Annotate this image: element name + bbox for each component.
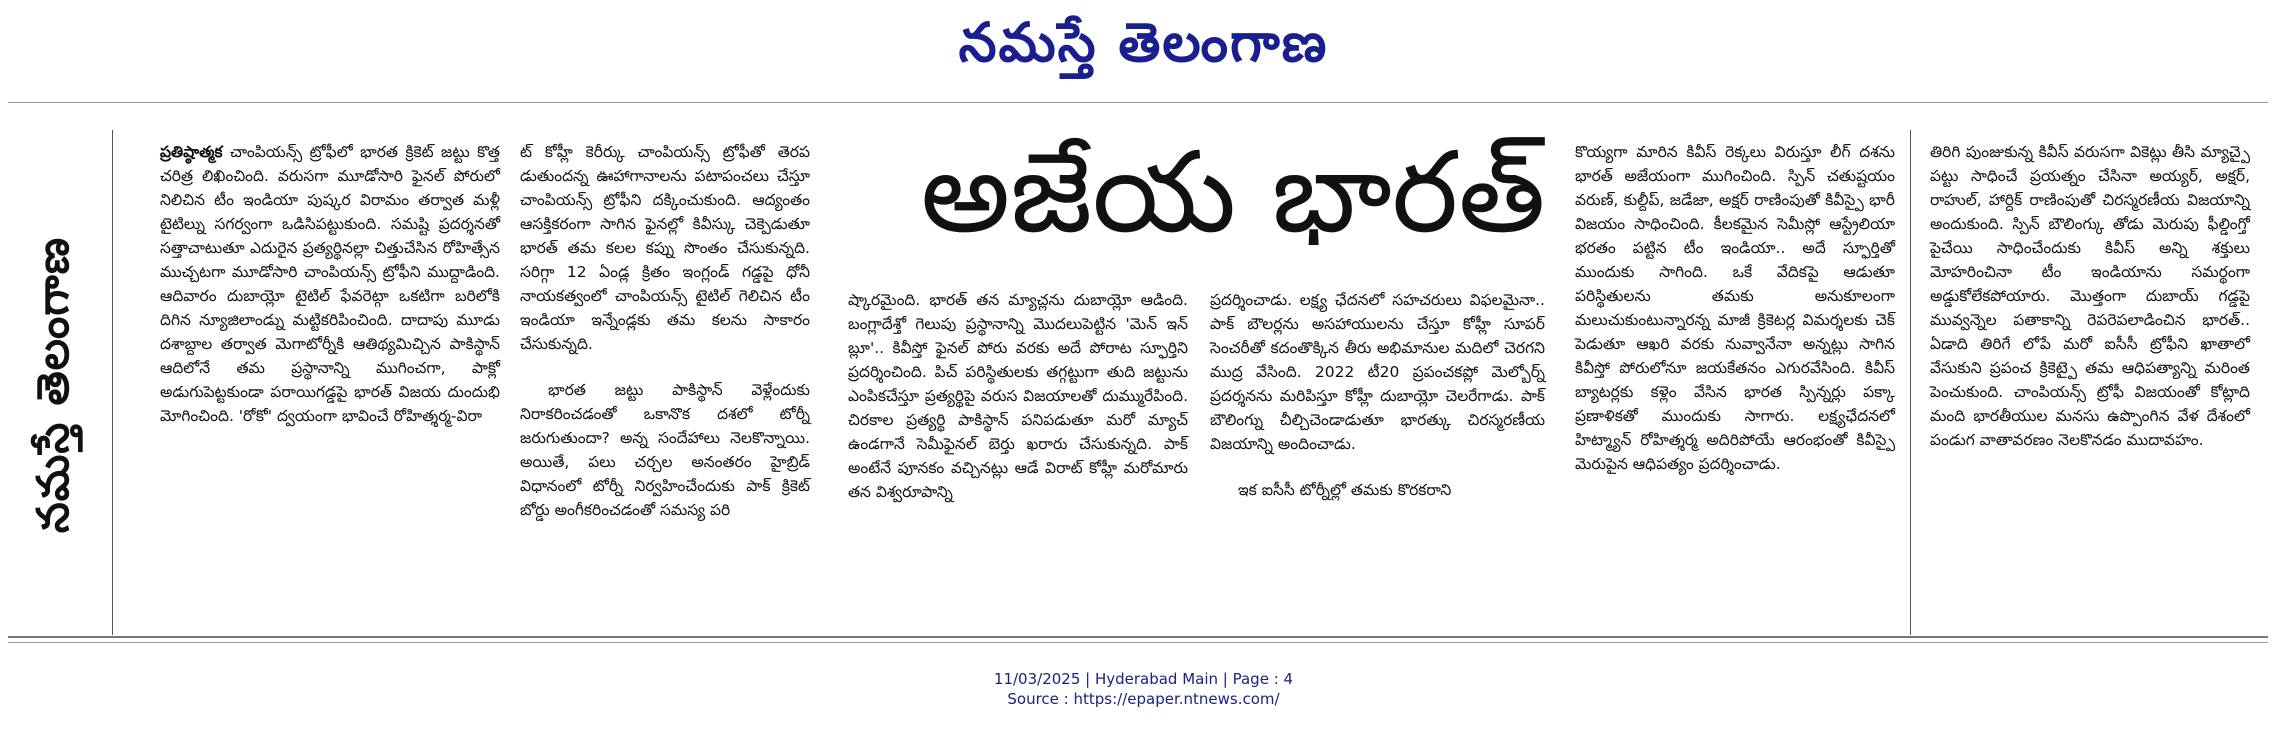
side-logo	[22, 130, 96, 640]
column-4-text-b: ఇక ఐసీసీ టోర్నీల్లో తమకు కొరకరాని	[1238, 481, 1452, 499]
top-divider	[8, 102, 2268, 103]
column-divider	[1910, 130, 1911, 635]
column-6-text: తిరిగి పుంజుకున్న కివీస్ వరుసగా వికెట్లు తీసి మ్యాచ్పై పట్టు సాధించే ప్రయత్నం చేసినా అయ్యర్, అక్షర్, రాహుల్, హార్దిక్ రాణింపుతో చిరస్మరణీయ విజయాన్ని అందుకుంది. స్పిన్ బౌలింగ్కు తోడు మెరుపు ఫీల్డింగ్తో పైచేయి సాధించేందుకు కివీస్ అన్ని శక్తులు మోహరించినా టీం ఇండియాను సమర్థంగా అడ్డుకోలేకపోయారు. మొత్తంగా దుబాయ్ గడ్డపై మువ్వన్నెల పతాకాన్ని రెపరెపలాడించిన భారత్.. ఏడాది తిరిగే లోపే మరో ఐసీసీ ట్రోఫీని ఖాతాలో వేసుకుని ప్రపంచ క్రికెట్పై తమ ఆధిపత్యాన్ని మరింత పెంచుకుంది. చాంపియన్స్ ట్రోఫీ విజయంతో కోట్లాది మంది భారతీయుల మనసు ఉప్పొంగిన వేళ దేశంలో పండుగ వాతావరణం నెలకొనడం ముదావహం.	[1930, 143, 2250, 449]
bottom-divider-thin	[8, 642, 2268, 643]
article-column-4	[1210, 288, 1545, 502]
column-4-text-a: ప్రదర్శించాడు. లక్ష్య ఛేదనలో సహచరులు విఫలమైనా.. పాక్ బౌలర్లను అసహాయులను చేస్తూ కోహ్లీ సూపర్ సెంచరీతో కదంతొక్కిన తీరు అభిమానుల మదిలో చెరగని ముద్ర వేసింది. 2022 టీ20 ప్రపంచకప్లో మెల్బోర్న్ ప్రదర్శనను మరిపిస్తూ కోహ్లీ దుబాయ్లో చెలరేగాడు. పాక్ బౌలింగ్ను చీల్చిచెండాడుతూ భారత్కు చిరస్మరణీయ విజయాన్ని అందించాడు.	[1210, 291, 1545, 453]
footer-source[interactable]: Source : https://epaper.ntnews.com/	[1007, 690, 1280, 708]
article-column-6	[1930, 140, 2250, 452]
column-3-text: ష్కారమైంది. భారత్ తన మ్యాచ్లను దుబాయ్లో ఆడింది. బంగ్లాదేశ్తో గెలుపు ప్రస్థానాన్ని మొదలుపెట్టిన 'మెన్ ఇన్ బ్లూ'.. కివీస్తో ఫైనల్ పోరు వరకు అదే పోరాట స్ఫూర్తిని ప్రదర్శించింది. పిచ్ పరిస్థితులకు తగ్గట్టుగా తుది జట్టును ఎంపికచేస్తూ ప్రత్యర్థిపై వరుస విజయాలతో దుమ్మురేపింది. చిరకాల ప్రత్యర్థి పాకిస్థాన్ పనిపడుతూ మరో మ్యాచ్ ఉండగానే సెమీఫైనల్ బెర్తు ఖరారు చేసుకున్నది. పాక్ అంటేనే పూనకం వచ్చినట్లు ఆడే విరాట్ కోహ్లీ మరోమారు తన విశ్వరూపాన్ని	[848, 291, 1188, 501]
article-headline: అజేయ భారత్	[920, 128, 1546, 258]
bottom-divider	[8, 636, 2268, 638]
side-logo-text: నమస్తే తెలంగాణ	[28, 236, 79, 534]
column-2-text-a: ట్ కోహ్లీ కెరీర్కు చాంపియన్స్ ట్రోఫీతో తెరప డుతుందన్న ఊహాగానాలను పటాపంచలు చేస్తూ చాంపియన్స్ ట్రోఫీని దక్కించుకుంది. ఆద్యంతం ఆసక్తికరంగా సాగిన ఫైనల్లో కివీస్కు చెక్పెడుతూ భారత్ తమ కలల కప్ను సొంతం చేసుకున్నది. సరిగ్గా 12 ఏండ్ల క్రితం ఇంగ్లండ్ గడ్డపై ధోనీ నాయకత్వంలో చాంపియన్స్ టైటిల్ గెలిచిన టీం ఇండియా ఇన్నేండ్లకు తమ కలను సాకారం చేసుకున్నది.	[520, 143, 810, 353]
article-column-3	[848, 288, 1188, 504]
column-2-text-b: భారత జట్టు పాకిస్థాన్ వెళ్లేందుకు నిరాకరించడంతో ఒకానొక దశలో టోర్నీ జరుగుతుందా? అన్న సందేహాలు నెలకొన్నాయి. అయితే, పలు చర్చల అనంతరం హైబ్రిడ్ విధానంలో టోర్నీ నిర్వహించేందుకు పాక్ క్రికెట్ బోర్డు అంగీకరించడంతో సమస్య పరి	[520, 381, 810, 519]
column-5-text: కొయ్యగా మారిన కివీస్ రెక్కలు విరుస్తూ లీగ్ దశను భారత్ అజేయంగా ముగించింది. స్పిన్ చతుష్టయం వరుణ్, కుల్దీప్, జడేజా, అక్షర్ రాణింపుతో కివీస్పై భారీ విజయం సాధించింది. కీలకమైన సెమీస్లో ఆస్ట్రేలియా భరతం పట్టిన టీం ఇండియా.. అదే స్ఫూర్తితో ముందుకు సాగింది. ఒకే వేదికపై ఆడుతూ పరిస్థితులను తమకు అనుకూలంగా మలుచుకుంటున్నారన్న మాజీ క్రికెటర్ల విమర్శలకు చెక్ పెడుతూ ఆఖరి వరకు నువ్వానేనా అన్నట్లు సాగిన కివీస్తో పోరులోనూ జయకేతనం ఎగురవేసింది. కివీస్ బ్యాటర్లకు కళ్లెం వేసిన భారత స్పిన్నర్లు పక్కా ప్రణాళికతో ముందుకు సాగారు. లక్ష్యఛేదనలో హిట్మ్యాన్ రోహిత్శర్మ అదిరిపోయే ఆరంభంతో కివీస్పై మెరుపైన ఆధిపత్యం ప్రదర్శించాడు.	[1575, 143, 1895, 473]
column-divider	[112, 130, 113, 635]
article-column-1	[160, 140, 500, 428]
masthead-title: నమస్తే తెలంగాణ	[958, 10, 1329, 74]
column-1-text: చాంపియన్స్ ట్రోఫీలో భారత క్రికెట్ జట్టు కొత్త చరిత్ర లిఖించింది. వరుసగా మూడోసారి ఫైనల్ పోరులో నిలిచిన టీం ఇండియా పుష్కర విరామం తర్వాత మళ్లీ టైటిల్ను సగర్వంగా ఒడిసిపట్టుకుంది. సమష్టి ప్రదర్శనతో సత్తాచాటుతూ ఎదురైన ప్రత్యర్థినల్లా చిత్తుచేసిన రోహిత్సేన ముచ్చటగా మూడోసారి చాంపియన్స్ ట్రోఫీని ముద్దాడింది. ఆదివారం దుబాయ్లో టైటిల్ ఫేవరెట్గా ఒకటిగా బరిలోకి దిగిన న్యూజిలాండ్ను మట్టికరిపించింది. దాదాపు మూడు దశాబ్దాల తర్వాత మెగాటోర్నీకి ఆతిథ్యమిచ్చిన పాకిస్థాన్ ఆదిలోనే తమ ప్రస్థానాన్ని ముగించగా, పాక్లో అడుగుపెట్టకుండా పరాయిగడ్డపై భారత్ విజయ దుందుభి మోగించింది. 'రోకో' ద్వయంగా భావించే రోహిత్శర్మ-విరా	[160, 143, 500, 425]
article-column-2	[520, 140, 810, 522]
article-column-5	[1575, 140, 1895, 476]
footer-date-edition: 11/03/2025 | Hyderabad Main | Page : 4	[993, 670, 1294, 688]
lead-word: ప్రతిష్ఠాత్మక	[160, 143, 223, 161]
